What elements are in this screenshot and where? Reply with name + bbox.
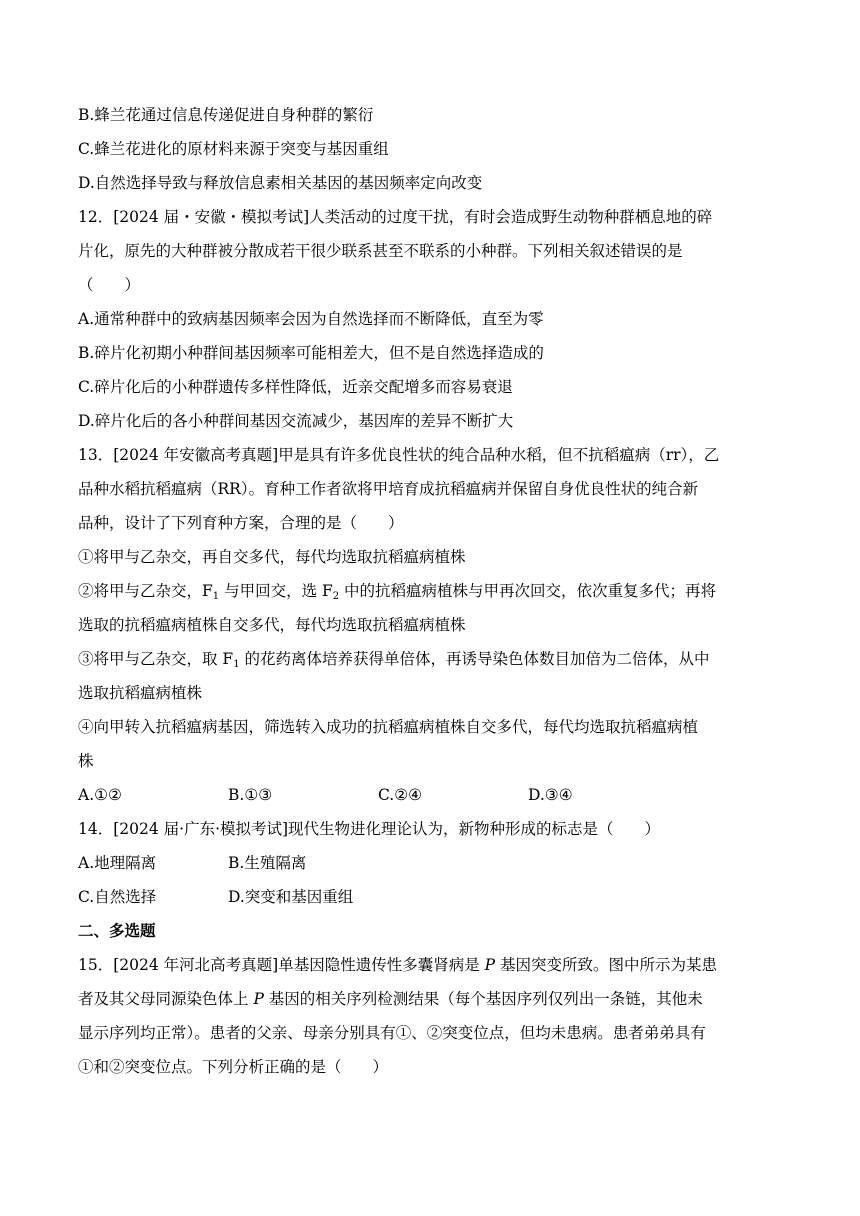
q13-scheme-2-line-2: 选取的抗稻瘟病植株自交多代，每代均选取抗稻瘟病植株	[78, 616, 466, 634]
q14-stem: 14．[2024 届·广东·模拟考试]现代生物进化理论认为，新物种形成的标志是（ ）	[78, 820, 661, 838]
q13-option-c: C.②④	[378, 786, 423, 804]
q14-option-a: A.地理隔离	[78, 854, 157, 872]
q13-options-row	[78, 784, 778, 806]
q13-scheme-3-line-1: ③将甲与乙杂交，取 $F_1$ 的花药离体培养获得单倍体，再诱导染色体数目加倍为二倍体，从中	[78, 650, 710, 670]
q15-stem-line-3: 显示序列均正常）。患者的父亲、母亲分别具有①、②突变位点，但均未患病。患者弟弟具有	[78, 1024, 706, 1042]
q11-option-b: B.蜂兰花通过信息传递促进自身种群的繁衍	[78, 106, 374, 124]
q15-stem-line-2: 者及其父母同源染色体上 P 基因的相关序列检测结果（每个基因序列仅列出一条链，其他未	[78, 990, 703, 1008]
q13-stem-line-3: 品种，设计了下列育种方案，合理的是（ ）	[78, 514, 404, 532]
q13-stem-line-2: 品种水稻抗稻瘟病（RR）。育种工作者欲将甲培育成抗稻瘟病并保留自身优良性状的纯合新	[78, 480, 699, 498]
q12-stem-line-1: 12．[2024 届・安徽・模拟考试]人类活动的过度干扰，有时会造成野生动物种群栖息地的碎	[78, 208, 713, 226]
q13-option-b: B.①③	[228, 786, 273, 804]
q12-option-a: A.通常种群中的致病基因频率会因为自然选择而不断降低，直至为零	[78, 310, 544, 328]
q13-option-a: A.①②	[78, 786, 122, 804]
section-heading: 二、多选题	[78, 921, 156, 940]
q13-scheme-2-line-1: ②将甲与乙杂交，$F_1$ 与甲回交，选 $F_2$ 中的抗稻瘟病植株与甲再次回交，依次重复多代；再将	[78, 582, 717, 602]
q14-options-row-1	[78, 852, 478, 874]
q13-option-d: D.③④	[528, 786, 573, 804]
q15-stem-line-4: ①和②突变位点。下列分析正确的是（ ）	[78, 1058, 389, 1076]
q12-stem-line-2: 片化，原先的大种群被分散成若干很少联系甚至不联系的小种群。下列相关叙述错误的是	[78, 242, 683, 260]
q14-options-row-2	[78, 886, 478, 908]
q15-stem-line-1: 15．[2024 年河北高考真题]单基因隐性遗传性多囊肾病是 P 基因突变所致。图中所示为某患	[78, 956, 717, 974]
q12-answer-blank: （ ）	[78, 276, 141, 294]
q12-option-d: D.碎片化后的各小种群间基因交流减少，基因库的差异不断扩大	[78, 412, 514, 430]
q11-option-c: C.蜂兰花进化的原材料来源于突变与基因重组	[78, 140, 389, 158]
q13-scheme-4-line-1: ④向甲转入抗稻瘟病基因，筛选转入成功的抗稻瘟病植株自交多代，每代均选取抗稻瘟病植	[78, 718, 699, 736]
q11-option-d: D.自然选择导致与释放信息素相关基因的基因频率定向改变	[78, 174, 483, 192]
q14-option-b: B.生殖隔离	[228, 854, 307, 872]
q13-scheme-4-line-2: 株	[78, 752, 94, 770]
q13-scheme-1: ①将甲与乙杂交，再自交多代，每代均选取抗稻瘟病植株	[78, 548, 466, 566]
q12-option-c: C.碎片化后的小种群遗传多样性降低，近亲交配增多而容易衰退	[78, 378, 513, 396]
q13-stem-line-1: 13．[2024 年安徽高考真题]甲是具有许多优良性状的纯合品种水稻，但不抗稻瘟病（rr），乙	[78, 446, 720, 464]
q13-scheme-3-line-2: 选取抗稻瘟病植株	[78, 684, 203, 702]
q12-option-b: B.碎片化初期小种群间基因频率可能相差大，但不是自然选择造成的	[78, 344, 544, 362]
q14-option-d: D.突变和基因重组	[228, 888, 354, 906]
q14-option-c: C.自然选择	[78, 888, 157, 906]
